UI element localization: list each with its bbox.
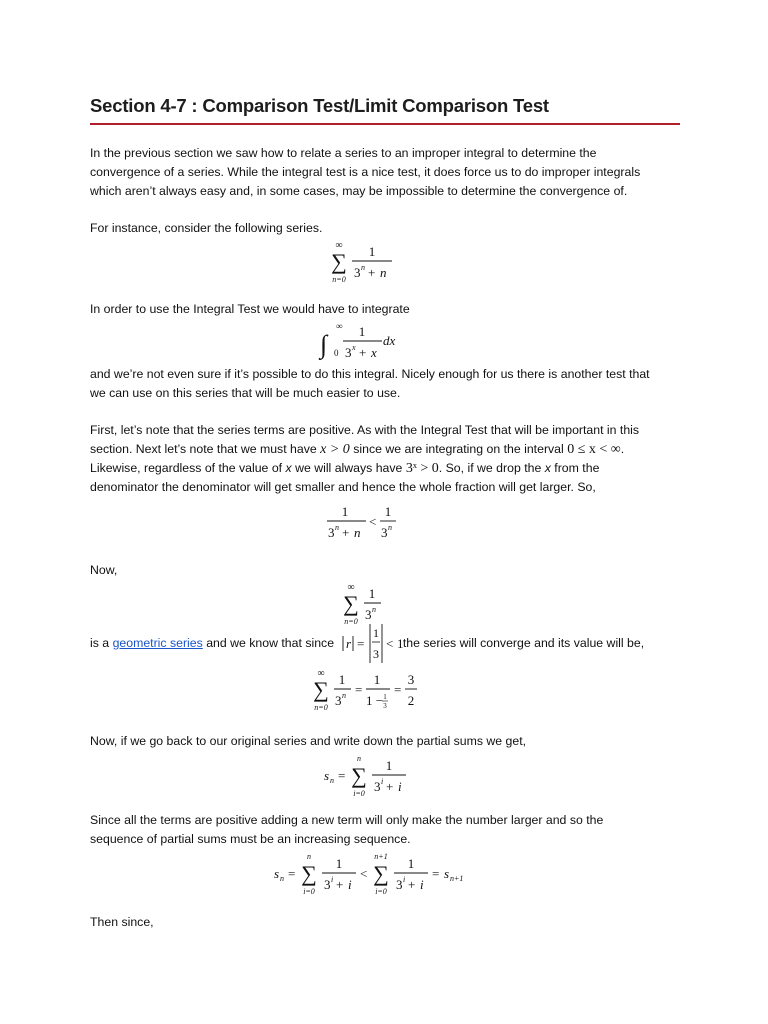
svg-text:∑: ∑ xyxy=(313,677,329,702)
svg-text:∞: ∞ xyxy=(336,321,343,331)
svg-text:1: 1 xyxy=(358,324,366,339)
intro-paragraph xyxy=(90,144,690,201)
svg-text:s: s xyxy=(274,866,280,881)
svg-text:1: 1 xyxy=(373,672,381,687)
svg-text:n=0: n=0 xyxy=(314,703,328,712)
equation-integral xyxy=(318,320,408,364)
equation-series xyxy=(328,238,398,286)
svg-text:0: 0 xyxy=(334,348,339,358)
denominator-base: 3 xyxy=(354,265,361,280)
equation-geometric-series xyxy=(340,580,390,628)
svg-text:n: n xyxy=(357,754,361,763)
inline-math: 0 ≤ x < ∞ xyxy=(567,442,621,457)
increasing-paragraph xyxy=(90,811,690,849)
svg-text:+: + xyxy=(368,265,376,280)
svg-text:i: i xyxy=(381,777,384,786)
svg-text:x: x xyxy=(352,343,356,352)
svg-text:3: 3 xyxy=(324,877,331,892)
svg-text:=: = xyxy=(288,866,296,881)
text-line: Then since, xyxy=(90,915,154,929)
svg-text:3: 3 xyxy=(383,702,387,710)
svg-text:1: 1 xyxy=(384,504,392,519)
title-underline xyxy=(90,123,680,125)
text-line: denominator the denominator will get smaller and hence the whole fraction will get larger. So, xyxy=(90,480,596,494)
svg-text:=: = xyxy=(432,866,440,881)
svg-text:=: = xyxy=(357,636,365,651)
svg-text:dx: dx xyxy=(383,333,396,348)
svg-text:3: 3 xyxy=(328,525,335,540)
svg-text:r: r xyxy=(346,636,352,651)
text-line: we can use on this series that will be much easier to use. xyxy=(90,386,401,400)
svg-text:i: i xyxy=(420,877,424,892)
svg-text:3: 3 xyxy=(374,779,381,794)
svg-text:3: 3 xyxy=(396,877,403,892)
svg-text:n+1: n+1 xyxy=(374,852,388,861)
svg-text:∑: ∑ xyxy=(343,591,359,616)
svg-text:i: i xyxy=(348,877,352,892)
svg-text:1 −: 1 − xyxy=(366,693,384,708)
text-line: Now, xyxy=(90,563,118,577)
svg-text:s: s xyxy=(324,768,330,783)
text-line: In order to use the Integral Test we would have to integrate xyxy=(90,302,410,316)
svg-text:3: 3 xyxy=(345,345,352,360)
inline-math: 3ˣ > 0 xyxy=(405,461,439,476)
equation-ratio-condition xyxy=(341,622,407,666)
text-line: In the previous section we saw how to relate a series to an improper integral to determine the xyxy=(90,146,597,160)
text-line: Since all the terms are positive adding a new term will only make the number larger and so the xyxy=(90,813,604,827)
svg-text:n: n xyxy=(330,776,334,785)
sum-sign: ∑ xyxy=(331,249,347,274)
svg-text:i: i xyxy=(398,779,402,794)
svg-text:n: n xyxy=(335,523,339,532)
svg-text:2: 2 xyxy=(407,693,415,708)
svg-text:1: 1 xyxy=(341,504,349,519)
svg-text:3: 3 xyxy=(335,693,342,708)
svg-text:+: + xyxy=(342,525,350,540)
svg-text:+: + xyxy=(359,345,367,360)
text-line: sequence of partial sums must be an increasing sequence. xyxy=(90,832,411,846)
equation-partial-sum xyxy=(322,752,412,800)
svg-text:<: < xyxy=(360,866,368,881)
svg-text:+: + xyxy=(336,877,344,892)
svg-text:1: 1 xyxy=(407,856,415,871)
svg-text:n: n xyxy=(307,852,311,861)
svg-text:1: 1 xyxy=(383,693,387,701)
svg-text:i=0: i=0 xyxy=(375,887,387,896)
svg-text:=: = xyxy=(394,682,402,697)
then-since-paragraph xyxy=(90,913,690,932)
svg-text:x: x xyxy=(371,345,377,360)
svg-text:1: 1 xyxy=(335,856,343,871)
svg-text:i: i xyxy=(403,875,406,884)
svg-text:i=0: i=0 xyxy=(303,887,315,896)
text-line: Likewise, regardless of the value of x we will always have 3ˣ > 0. So, if we drop the x from the xyxy=(90,461,600,476)
svg-text:n: n xyxy=(388,523,392,532)
not-sure-paragraph xyxy=(90,365,690,403)
now-paragraph xyxy=(90,561,690,580)
text-line: is a geometric series and we know that since the series will converge and its value will be, xyxy=(90,636,645,650)
svg-text:<: < xyxy=(369,514,377,529)
svg-text:∞: ∞ xyxy=(347,582,355,593)
svg-text:=: = xyxy=(338,768,346,783)
for-instance-paragraph xyxy=(90,219,690,238)
svg-text:s: s xyxy=(444,866,450,881)
svg-text:n: n xyxy=(342,691,346,700)
svg-text:=: = xyxy=(355,682,363,697)
equation-geometric-value xyxy=(310,666,420,714)
geometric-series-link[interactable]: geometric series xyxy=(112,636,203,650)
integral-sign: ∫ xyxy=(320,330,328,359)
svg-text:i=0: i=0 xyxy=(353,789,365,798)
text-line: and we’re not even sure if it’s possible to do this integral. Nicely enough for us there is another test that xyxy=(90,367,650,381)
text-line: Now, if we go back to our original series and write down the partial sums we get, xyxy=(90,734,527,748)
sum-upper-limit: ∞ xyxy=(335,240,343,251)
svg-text:3: 3 xyxy=(365,607,372,622)
svg-text:∑: ∑ xyxy=(373,861,389,886)
section-title: Section 4-7 : Comparison Test/Limit Comparison Test xyxy=(90,95,549,116)
svg-text:n=0: n=0 xyxy=(344,617,358,626)
svg-text:∑: ∑ xyxy=(351,763,367,788)
sum-lower-limit: n=0 xyxy=(332,275,346,284)
svg-text:∞: ∞ xyxy=(317,668,325,679)
svg-text:1: 1 xyxy=(338,672,346,687)
svg-text:n: n xyxy=(280,874,284,883)
svg-text:1: 1 xyxy=(385,758,393,773)
svg-text:n: n xyxy=(361,263,365,272)
svg-text:+: + xyxy=(408,877,416,892)
svg-text:<: < xyxy=(386,636,394,651)
svg-text:∑: ∑ xyxy=(301,861,317,886)
text-line: convergence of a series. While the integral test is a nice test, it does force us to do improper integrals xyxy=(90,165,641,179)
text-line: which aren’t always easy and, in some cases, may be impossible to determine the convergence of. xyxy=(90,184,628,198)
text-line: For instance, consider the following series. xyxy=(90,221,323,235)
text-line: section. Next let’s note that we must have x > 0 since we are integrating on the interval 0 ≤ x < ∞. xyxy=(90,442,625,457)
svg-text:n: n xyxy=(354,525,361,540)
svg-text:1: 1 xyxy=(368,586,376,601)
numerator: 1 xyxy=(368,244,376,259)
svg-text:1: 1 xyxy=(373,626,379,640)
equation-inequality xyxy=(326,502,406,542)
first-paragraph xyxy=(90,421,690,497)
text-line: First, let’s note that the series terms are positive. As with the Integral Test that will be important in this xyxy=(90,423,640,437)
svg-text:3: 3 xyxy=(381,525,388,540)
inline-math: x > 0 xyxy=(320,442,350,457)
svg-text:3: 3 xyxy=(373,647,379,661)
svg-text:n: n xyxy=(380,265,387,280)
integral-lead-paragraph xyxy=(90,300,690,319)
svg-text:+: + xyxy=(386,779,394,794)
equation-increasing-sequence xyxy=(272,850,462,898)
svg-text:n+1: n+1 xyxy=(450,874,464,883)
svg-text:i: i xyxy=(331,875,334,884)
svg-text:1: 1 xyxy=(397,636,404,651)
partial-sums-paragraph xyxy=(90,732,690,751)
svg-text:n: n xyxy=(372,605,376,614)
svg-text:3: 3 xyxy=(407,672,415,687)
